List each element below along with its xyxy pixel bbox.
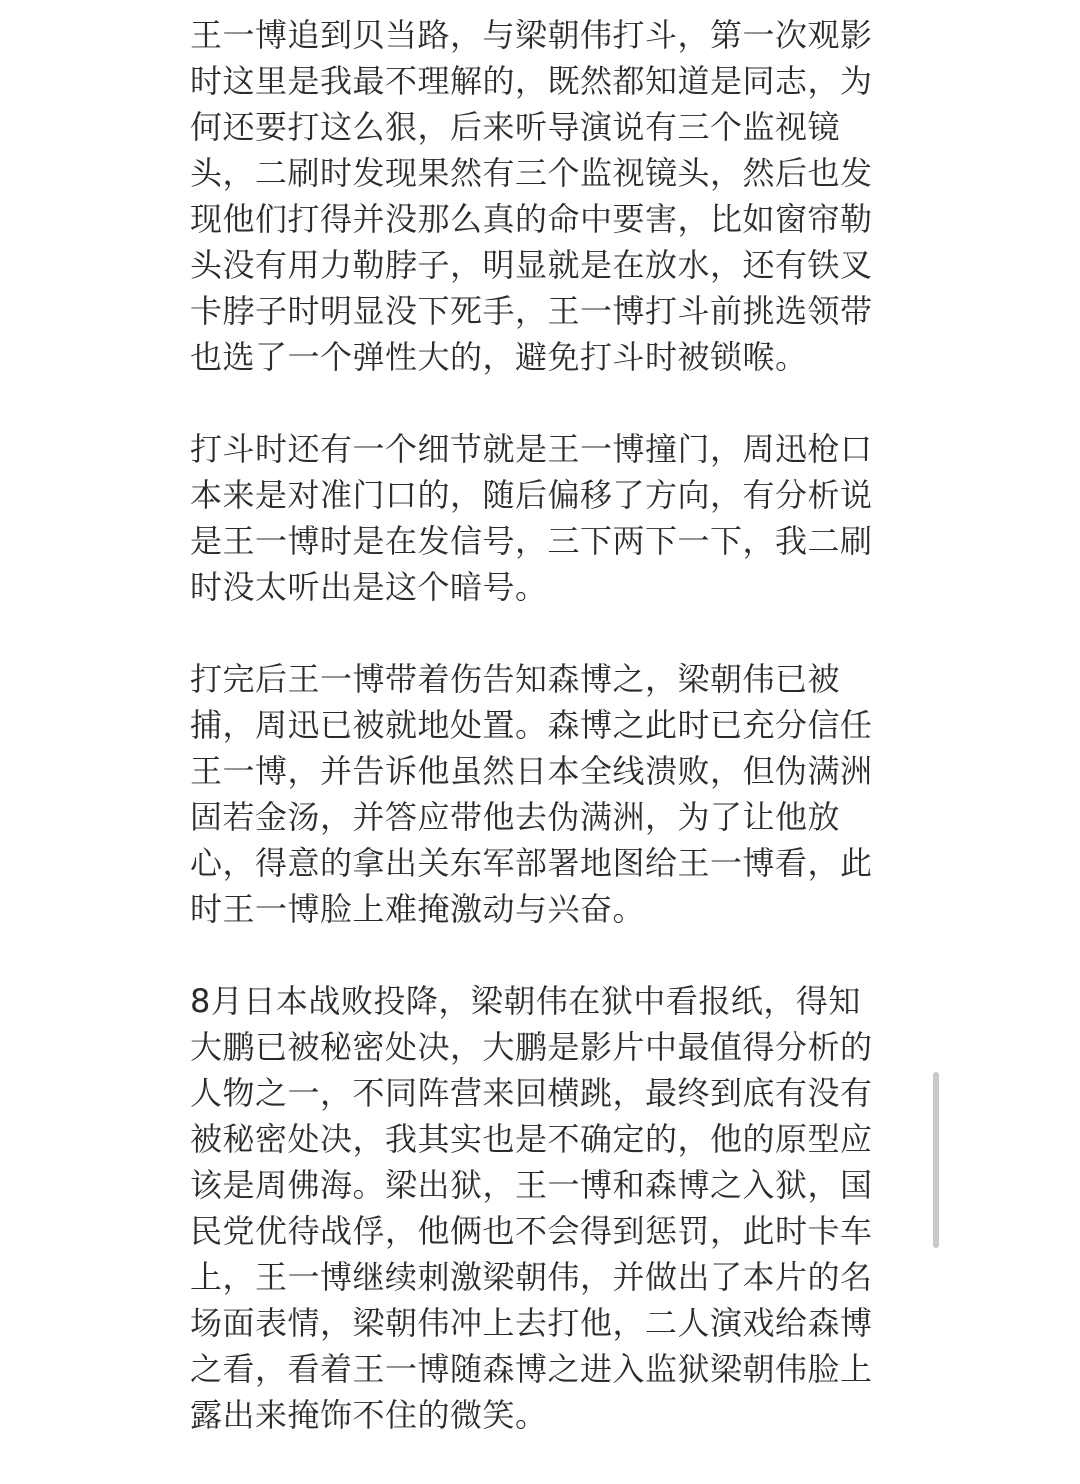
- text-line: 打斗时还有一个细节就是王一博撞门，周迅枪口: [190, 430, 873, 468]
- text-line: 民党优待战俘，他俩也不会得到惩罚，此时卡车: [190, 1212, 873, 1250]
- text-line: 王一博追到贝当路，与梁朝伟打斗，第一次观影: [190, 16, 873, 54]
- text-line: 也选了一个弹性大的，避免打斗时被锁喉。: [190, 338, 808, 376]
- text-line: 王一博，并告诉他虽然日本全线溃败，但伪满洲: [190, 752, 873, 790]
- text-line: 场面表情，梁朝伟冲上去打他，二人演戏给森博: [190, 1304, 873, 1342]
- text-line: 人物之一，不同阵营来回横跳，最终到底有没有: [190, 1074, 873, 1112]
- text-line: 何还要打这么狠，后来听导演说有三个监视镜: [190, 108, 841, 146]
- text-line: 该是周佛海。梁出狱，王一博和森博之入狱，国: [190, 1166, 873, 1204]
- text-line: 时王一博脸上难掩激动与兴奋。: [190, 890, 646, 928]
- text-line: 现他们打得并没那么真的命中要害，比如窗帘勒: [190, 200, 873, 238]
- text-line: 上，王一博继续刺激梁朝伟，并做出了本片的名: [190, 1258, 873, 1296]
- paragraph-2: [190, 426, 890, 610]
- text-line: 心，得意的拿出关东军部署地图给王一博看，此: [190, 844, 873, 882]
- text-line: 大鹏已被秘密处决，大鹏是影片中最值得分析的: [190, 1028, 873, 1066]
- text-line: 时这里是我最不理解的，既然都知道是同志，为: [190, 62, 873, 100]
- scrollbar-thumb[interactable]: [933, 1072, 939, 1248]
- article-body: [190, 12, 890, 1484]
- text-line: 是王一博时是在发信号，三下两下一下，我二刷: [190, 522, 873, 560]
- text-line: 卡脖子时明显没下死手，王一博打斗前挑选领带: [190, 292, 873, 330]
- paragraph-1: [190, 12, 890, 380]
- text-line: 本来是对准门口的，随后偏移了方向，有分析说: [190, 476, 873, 514]
- paragraph-3: [190, 656, 890, 932]
- text-line: 被秘密处决，我其实也是不确定的，他的原型应: [190, 1120, 873, 1158]
- paragraph-4: [190, 978, 890, 1438]
- text-line: 之看，看着王一博随森博之进入监狱梁朝伟脸上: [190, 1350, 873, 1388]
- text-line: 打完后王一博带着伤告知森博之，梁朝伟已被: [190, 660, 841, 698]
- text-line: 露出来掩饰不住的微笑。: [190, 1396, 548, 1434]
- text-line: 头，二刷时发现果然有三个监视镜头，然后也发: [190, 154, 873, 192]
- text-line: 头没有用力勒脖子，明显就是在放水，还有铁叉: [190, 246, 873, 284]
- text-line: 捕，周迅已被就地处置。森博之此时已充分信任: [190, 706, 873, 744]
- text-line: 8月日本战败投降，梁朝伟在狱中看报纸，得知: [190, 982, 861, 1020]
- text-line: 时没太听出是这个暗号。: [190, 568, 548, 606]
- text-line: 固若金汤，并答应带他去伪满洲，为了让他放: [190, 798, 841, 836]
